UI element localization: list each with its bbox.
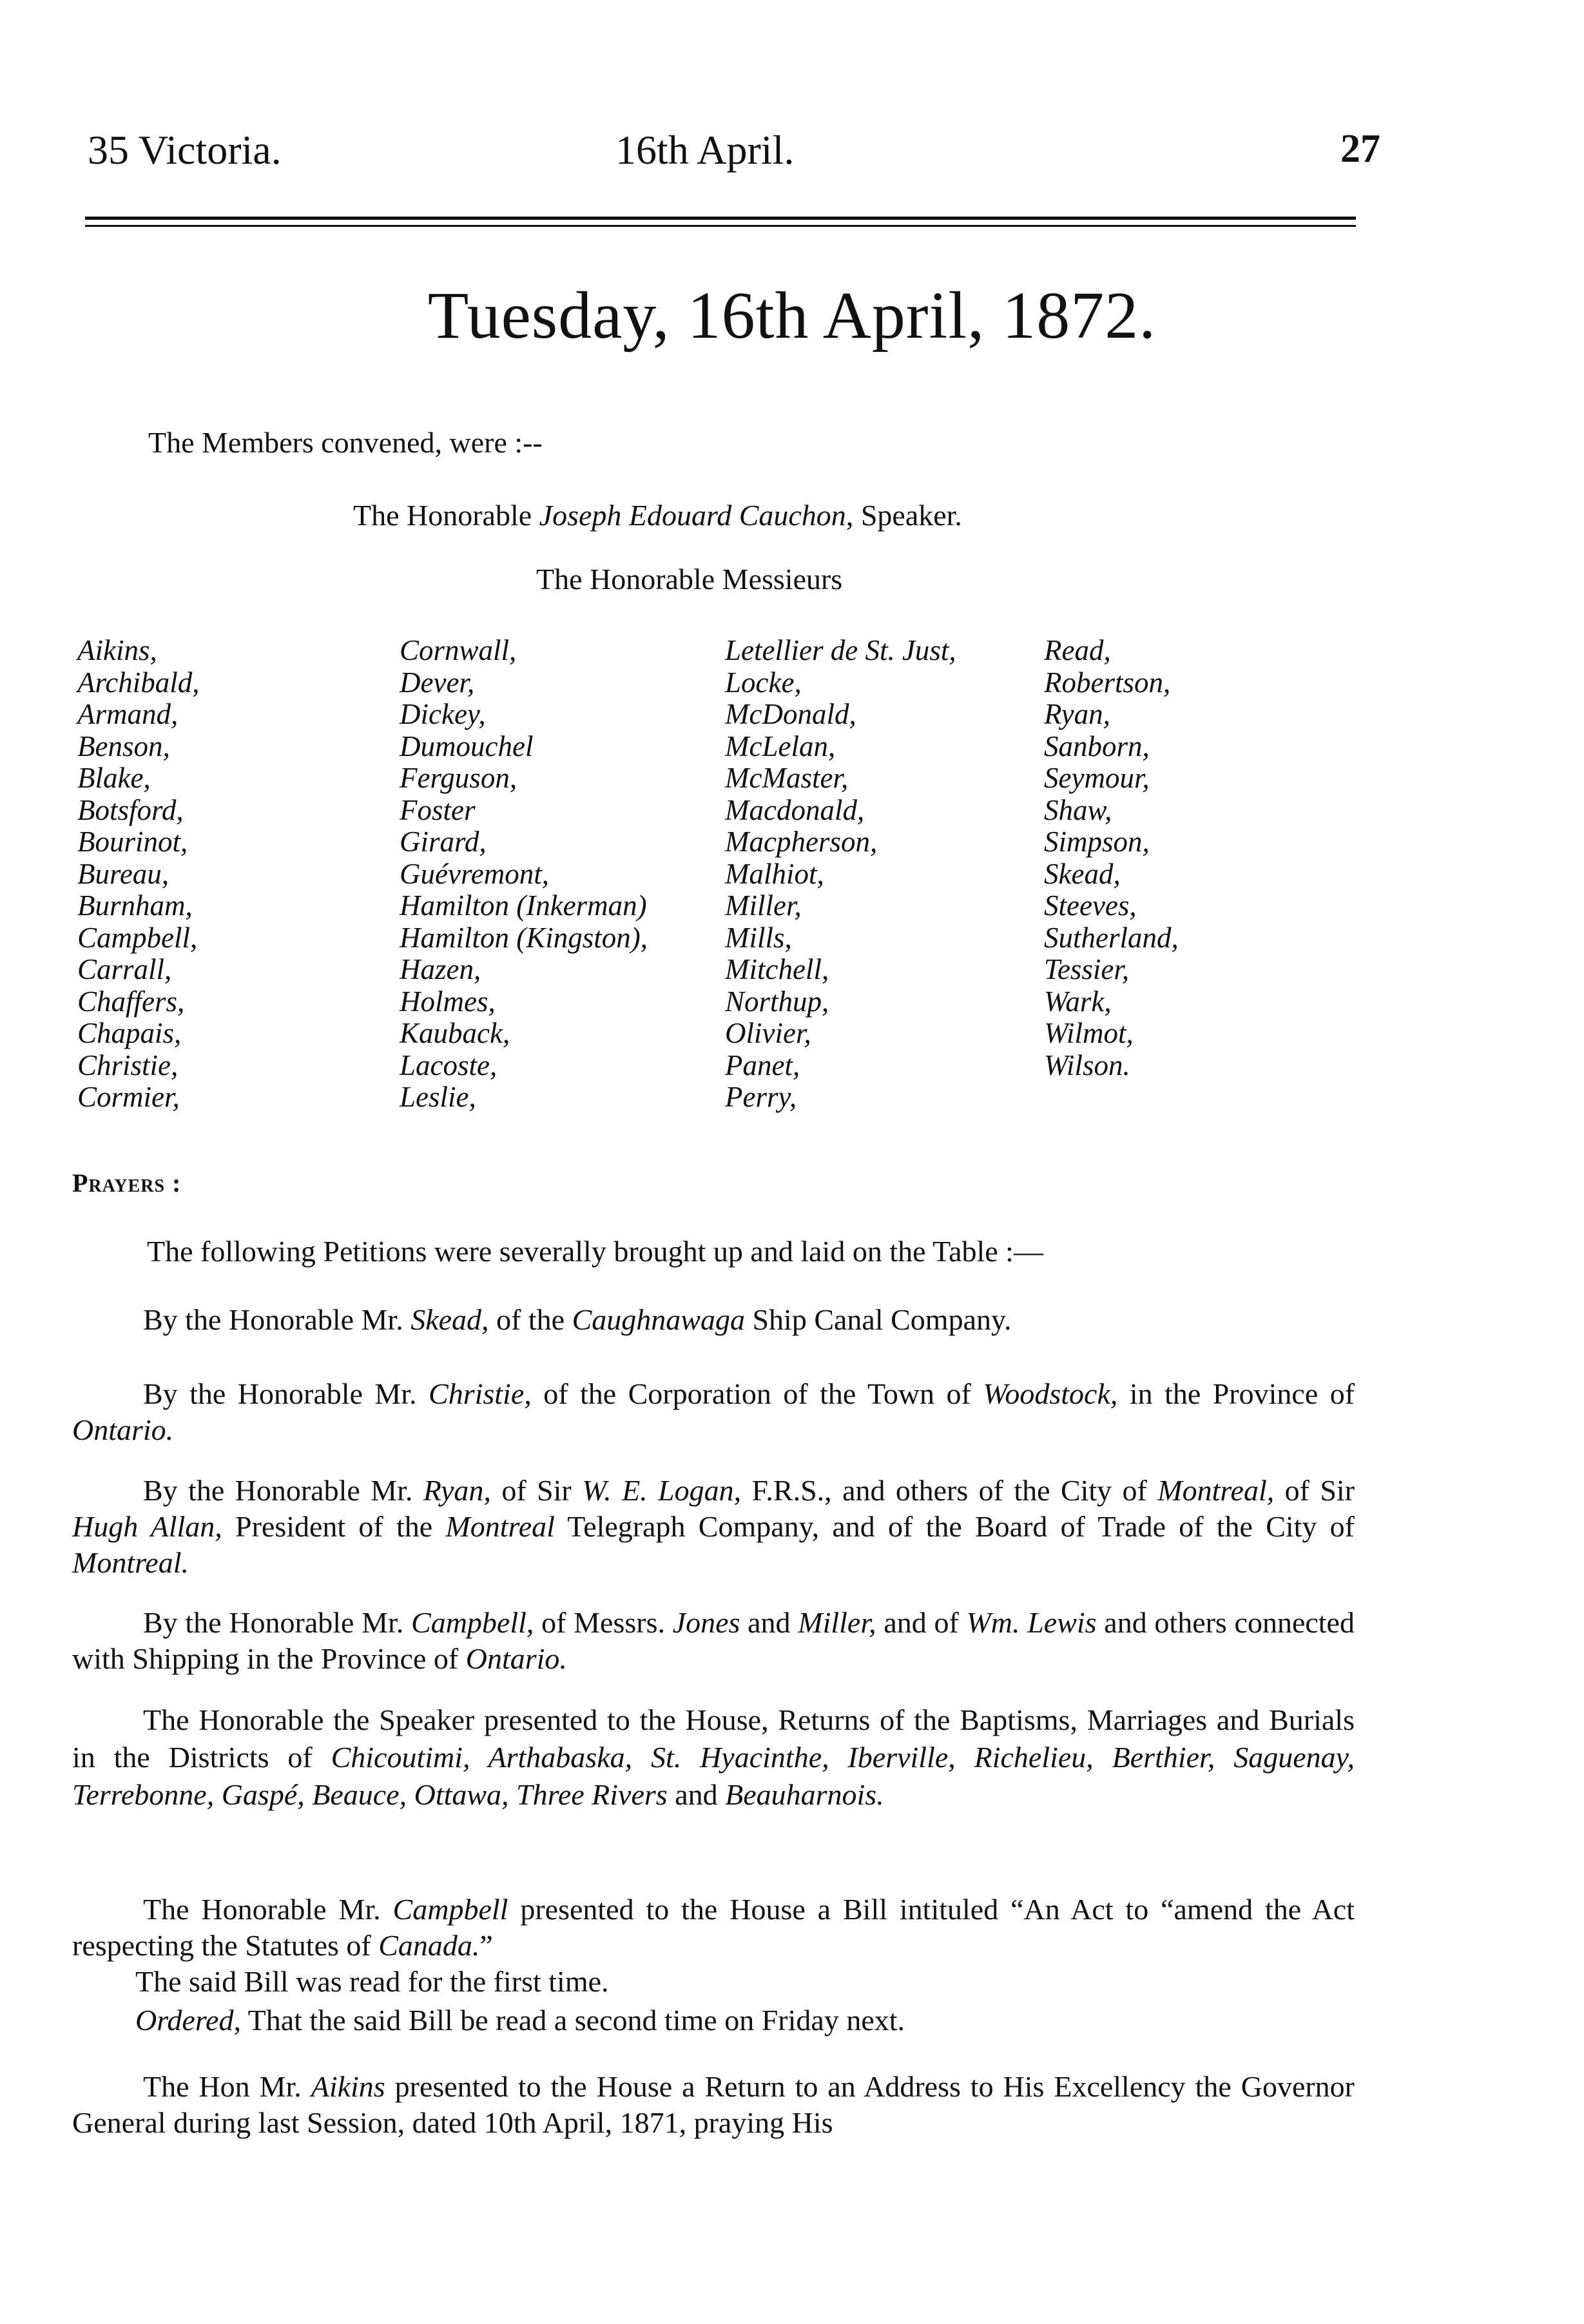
speaker-suffix: , Speaker. bbox=[845, 499, 962, 532]
running-header-date: 16th April. bbox=[615, 127, 795, 173]
member-name: Chaffers, bbox=[77, 985, 185, 1018]
place-name: Caughnawaga bbox=[572, 1303, 745, 1336]
person-name: Hugh Allan, bbox=[72, 1510, 222, 1543]
place-name: Woodstock, bbox=[983, 1377, 1118, 1410]
bill-second-reading-order bbox=[135, 2003, 905, 2037]
text-run: ” bbox=[479, 1929, 493, 1962]
members-list bbox=[77, 635, 1302, 1157]
district-names: Chicoutimi, Arthabaska, St. Hyacinthe, Iberville, Richelieu, Berthier, Saguenay, Terrebonne, Gaspé, Beauce, Ottawa, Three Rivers bbox=[72, 1741, 1355, 1811]
member-name: Macpherson, bbox=[725, 826, 878, 858]
member-name: Aikins bbox=[311, 2070, 385, 2103]
place-name: Canada. bbox=[378, 1929, 480, 1962]
member-name: Botsford, bbox=[77, 793, 184, 826]
member-name: Ryan, bbox=[1044, 698, 1110, 730]
member-name: Mitchell, bbox=[725, 953, 829, 985]
speaker-line bbox=[353, 498, 962, 532]
text-run: of Sir bbox=[490, 1474, 583, 1507]
member-name: Malhiot, bbox=[725, 857, 824, 890]
member-name: Panet, bbox=[725, 1049, 800, 1081]
speaker-returns-entry bbox=[72, 1701, 1355, 1814]
member-name: Wilmot, bbox=[1044, 1017, 1134, 1049]
text-run: presented to the House a Return to an Address to His Excellency the Governor General during last Session, dated 10th April, 1871, praying His bbox=[72, 2070, 1355, 2139]
text-run: Ship Canal Company. bbox=[744, 1303, 1012, 1336]
text-run: and bbox=[667, 1778, 726, 1811]
member-name: Holmes, bbox=[400, 985, 496, 1018]
member-name: Campbell, bbox=[77, 921, 198, 954]
member-name: Bureau, bbox=[77, 857, 169, 890]
member-name: Perry, bbox=[725, 1081, 797, 1113]
running-header-session: 35 Victoria. bbox=[88, 127, 282, 173]
member-name: Steeves, bbox=[1044, 889, 1137, 922]
member-name: Blake, bbox=[77, 762, 151, 794]
header-rule-thick bbox=[85, 217, 1356, 220]
member-name: Wark, bbox=[1044, 985, 1112, 1018]
ordered-label: Ordered, bbox=[135, 2004, 241, 2037]
messieurs-heading: The Honorable Messieurs bbox=[536, 563, 843, 596]
petitioner-name: Campbell, bbox=[411, 1606, 534, 1639]
member-name: Hamilton (Kingston), bbox=[400, 921, 648, 954]
member-name: Chapais, bbox=[77, 1017, 182, 1049]
text-run: That the said Bill be read a second time on Friday next. bbox=[240, 2004, 905, 2037]
place-name: Ontario. bbox=[72, 1413, 174, 1446]
member-name: Read, bbox=[1044, 634, 1111, 666]
text-run: By the Honorable Mr. bbox=[143, 1377, 429, 1410]
petition-christie bbox=[72, 1376, 1355, 1448]
prayers-heading: Prayers : bbox=[72, 1168, 182, 1197]
members-column-1 bbox=[77, 635, 200, 1114]
member-name: Foster bbox=[400, 793, 476, 826]
member-name: Armand, bbox=[77, 698, 179, 730]
member-name: Mills, bbox=[725, 921, 792, 954]
place-name: Ontario. bbox=[465, 1642, 567, 1675]
member-name: Northup, bbox=[725, 985, 829, 1018]
person-name: Jones bbox=[672, 1606, 740, 1639]
text-run: The Hon Mr. bbox=[143, 2070, 311, 2103]
member-name: Sanborn, bbox=[1044, 730, 1150, 762]
member-name: McMaster, bbox=[725, 762, 849, 794]
member-name: McLelan, bbox=[725, 730, 836, 762]
member-name: Christie, bbox=[77, 1049, 179, 1081]
member-name: Lacoste, bbox=[400, 1049, 497, 1081]
person-name: W. E. Logan, bbox=[582, 1474, 742, 1507]
petition-campbell bbox=[72, 1605, 1355, 1677]
member-name: Cormier, bbox=[77, 1081, 180, 1113]
bill-introduction bbox=[72, 1892, 1355, 1964]
place-name: Montreal. bbox=[72, 1546, 189, 1579]
district-names: Beauharnois. bbox=[725, 1778, 884, 1811]
text-run: and of bbox=[876, 1606, 967, 1639]
member-name: Ferguson, bbox=[400, 762, 517, 794]
petitioner-name: Ryan, bbox=[423, 1474, 491, 1507]
petitions-intro: The following Petitions were severally brought up and laid on the Table :— bbox=[147, 1235, 1043, 1268]
speaker-name: Joseph Edouard Cauchon bbox=[539, 499, 846, 532]
member-name: Cornwall, bbox=[400, 634, 517, 666]
member-name: Benson, bbox=[77, 730, 170, 762]
page-number: 27 bbox=[1340, 127, 1380, 171]
text-run: President of the bbox=[222, 1510, 446, 1543]
text-run: Telegraph Company, and of the Board of Trade of the City of bbox=[554, 1510, 1355, 1543]
petitioner-name: Skead, bbox=[410, 1303, 489, 1336]
text-run: F.R.S., and others of the City of bbox=[741, 1474, 1158, 1507]
place-name: Montreal, bbox=[1157, 1474, 1275, 1507]
text-run: of the bbox=[488, 1303, 572, 1336]
petitioner-name: Christie, bbox=[429, 1377, 532, 1410]
member-name: Macdonald, bbox=[725, 793, 865, 826]
member-name: Shaw, bbox=[1044, 793, 1112, 826]
member-name: Carrall, bbox=[77, 953, 172, 985]
text-run: of the Corporation of the Town of bbox=[531, 1377, 983, 1410]
member-name: Girard, bbox=[400, 826, 487, 858]
member-name: Tessier, bbox=[1044, 953, 1130, 985]
member-name: Skead, bbox=[1044, 857, 1121, 890]
sitting-date-title: Tuesday, 16th April, 1872. bbox=[427, 278, 1157, 353]
member-name: Locke, bbox=[725, 666, 802, 699]
member-name: Simpson, bbox=[1044, 826, 1150, 858]
member-name: Leslie, bbox=[400, 1081, 476, 1113]
text-run: and others connected with Shipping in the Province of bbox=[72, 1606, 1355, 1675]
text-run: By the Honorable Mr. bbox=[143, 1606, 412, 1639]
speaker-prefix: The Honorable bbox=[353, 499, 539, 532]
member-name: Bourinot, bbox=[77, 826, 188, 858]
members-column-3 bbox=[725, 635, 956, 1114]
member-name: Hazen, bbox=[400, 953, 481, 985]
header-rule-thin bbox=[85, 225, 1356, 227]
text-run: of Sir bbox=[1274, 1474, 1355, 1507]
text-run: and bbox=[740, 1606, 798, 1639]
petition-skead bbox=[72, 1302, 1355, 1338]
text-run: By the Honorable Mr. bbox=[143, 1474, 423, 1507]
members-column-2 bbox=[400, 635, 648, 1114]
text-run: The Honorable the Speaker presented to the House, Returns of the Baptisms, Marriages and Burials in the Districts of bbox=[72, 1703, 1355, 1774]
member-name: Miller, bbox=[725, 889, 802, 922]
person-name: Wm. Lewis bbox=[966, 1606, 1097, 1639]
member-name: Archibald, bbox=[77, 666, 200, 699]
member-name: Kauback, bbox=[400, 1017, 510, 1049]
member-name: Wilson. bbox=[1044, 1049, 1130, 1081]
member-name: Hamilton (Inkerman) bbox=[400, 889, 647, 922]
member-name: Dumouchel bbox=[400, 730, 534, 762]
text-run: By the Honorable Mr. bbox=[143, 1303, 411, 1336]
members-column-4 bbox=[1044, 635, 1179, 1081]
text-run: in the Province of bbox=[1117, 1377, 1355, 1410]
member-name: Robertson, bbox=[1044, 666, 1171, 699]
member-name: Guévremont, bbox=[400, 857, 550, 890]
text-run: The Honorable Mr. bbox=[143, 1893, 393, 1926]
member-name: Dever, bbox=[400, 666, 475, 699]
aikins-return-entry bbox=[72, 2069, 1355, 2141]
member-name: Letellier de St. Just, bbox=[725, 634, 956, 666]
member-name: Sutherland, bbox=[1044, 921, 1179, 954]
place-name: Montreal bbox=[445, 1510, 555, 1543]
person-name: Miller, bbox=[798, 1606, 876, 1639]
text-run: of Messrs. bbox=[534, 1606, 673, 1639]
member-name: McDonald, bbox=[725, 698, 856, 730]
member-name: Burnham, bbox=[77, 889, 193, 922]
member-name: Olivier, bbox=[725, 1017, 811, 1049]
member-name: Aikins, bbox=[77, 634, 157, 666]
member-name: Dickey, bbox=[400, 698, 486, 730]
text-run: presented to the House a Bill intituled “An Act to “amend the Act respecting the Statutes of bbox=[72, 1893, 1355, 1962]
bill-first-reading: The said Bill was read for the first time. bbox=[135, 1965, 609, 1998]
petition-ryan bbox=[72, 1473, 1355, 1581]
member-name: Seymour, bbox=[1044, 762, 1150, 794]
members-convened-line: The Members convened, were :-- bbox=[148, 426, 543, 459]
member-name: Campbell bbox=[392, 1893, 508, 1926]
